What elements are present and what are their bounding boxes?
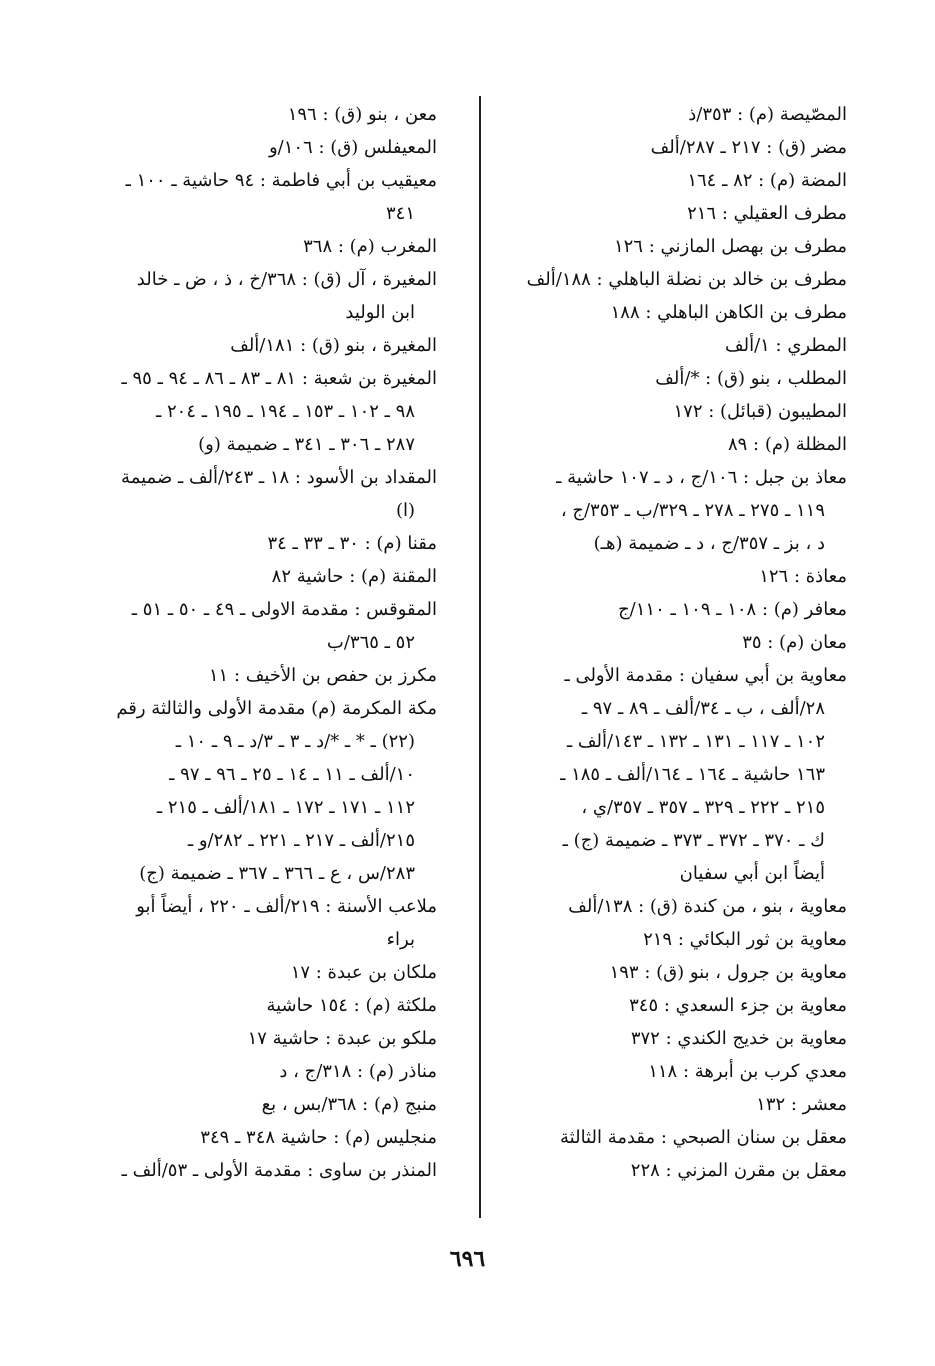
index-entry-continuation: د ، بز ـ ٣٥٧/ج ، د ـ ضميمة (هـ): [593, 533, 825, 554]
index-entry: [99, 1055, 437, 1088]
index-entry: [475, 1055, 847, 1088]
index-entry-text: منجليس (م) : حاشية ٣٤٨ ـ ٣٤٩: [200, 1127, 437, 1148]
index-entry-continuation: (٢٢) ـ * ـ */د ـ ٣ ـ ٣/د ـ ٩ ـ ١٠ ـ: [175, 731, 415, 752]
index-entry: [99, 692, 437, 890]
index-entry-continuation: (ا): [395, 500, 415, 521]
index-entry-continuation: ٣٤١: [385, 203, 415, 224]
index-entry: [99, 560, 437, 593]
index-entry-text: معاوية بن جزء السعدي : ٣٤٥: [629, 995, 847, 1016]
index-entry-text: معاوية بن جرول ، بنو (ق) : ١٩٣: [609, 962, 847, 983]
index-entry: [475, 230, 847, 263]
index-entry: [99, 989, 437, 1022]
index-entry: [99, 956, 437, 989]
index-entry: [99, 98, 437, 131]
index-entry-text: المصّيصة (م) : ٣٥٣/ذ: [688, 104, 847, 125]
index-entry-text: منبج (م) : ٣٦٨/بس ، بع: [261, 1094, 437, 1115]
index-entry-text: معن ، بنو (ق) : ١٩٦: [287, 104, 437, 125]
index-entry: [475, 659, 847, 890]
index-entry: [99, 263, 437, 329]
index-entry-text: المغيرة بن شعبة : ٨١ ـ ٨٣ ـ ٨٦ ـ ٩٤ ـ ٩٥ ـ: [121, 368, 437, 389]
index-entry: [99, 1121, 437, 1154]
index-entry: [475, 626, 847, 659]
index-entry-continuation: ١١٢ ـ ١٧١ ـ ١٧٢ ـ ١٨١/ألف ـ ٢١٥ ـ: [156, 797, 415, 818]
index-entry: [475, 890, 847, 923]
index-entry: [99, 362, 437, 461]
index-entry-text: المنذر بن ساوى : مقدمة الأولى ـ ٥٣/ألف ـ: [121, 1160, 437, 1181]
index-entry-continuation: ١١٩ ـ ٢٧٥ ـ ٢٧٨ ـ ٣٢٩/ب ـ ٣٥٣/ج ،: [560, 500, 825, 521]
index-entry-text: مطرف بن خالد بن نضلة الباهلي : ١٨٨/ألف: [526, 269, 847, 290]
index-entry: [475, 1022, 847, 1055]
index-entry: [475, 560, 847, 593]
index-entry: [475, 296, 847, 329]
index-entry-text: المعيفلس (ق) : ١٠٦/و: [268, 137, 437, 158]
index-entry-continuation: ٢٨/ألف ، ب ـ ٣٤/ألف ـ ٨٩ ـ ٩٧ ـ: [581, 698, 825, 719]
index-entry: [475, 395, 847, 428]
column-divider: [479, 96, 481, 1218]
index-entry: [475, 131, 847, 164]
index-entry: [475, 1154, 847, 1187]
index-entry-continuation: براء: [386, 929, 415, 950]
index-entry-text: مطرف بن بهصل المازني : ١٢٦: [613, 236, 847, 257]
index-entry-text: معاوية بن خديج الكندي : ٣٧٢: [630, 1028, 847, 1049]
index-entry-text: المطري : ١/ألف: [724, 335, 847, 356]
index-entry: [475, 362, 847, 395]
index-entry-text: ملكثة (م) : ١٥٤ حاشية: [266, 995, 437, 1016]
index-entry: [99, 1088, 437, 1121]
index-entry: [99, 230, 437, 263]
index-entry-text: معاوية ، بنو ، من كندة (ق) : ١٣٨/ألف: [568, 896, 847, 917]
index-entry: [99, 461, 437, 527]
index-entry-continuation: ك ـ ٣٧٠ ـ ٣٧٢ ـ ٣٧٣ ـ ضميمة (ج) ـ: [562, 830, 825, 851]
index-entry-text: المظلة (م) : ٨٩: [727, 434, 847, 455]
index-entry-text: ملكان بن عبدة : ١٧: [290, 962, 437, 983]
index-entry-text: معقل بن مقرن المزني : ٢٢٨: [630, 1160, 847, 1181]
index-entry-text: مقنا (م) : ٣٠ ـ ٣٣ ـ ٣٤: [267, 533, 437, 554]
index-entry-continuation: ٢٨٣/س ، ع ـ ٣٦٦ ـ ٣٦٧ ـ ضميمة (ج): [139, 863, 415, 884]
index-entry-text: المقنة (م) : حاشية ٨٢: [271, 566, 437, 587]
index-entry-continuation: ١٠/ألف ـ ١١ ـ ١٤ ـ ٢٥ ـ ٩٦ ـ ٩٧ ـ: [169, 764, 415, 785]
index-entry: [99, 890, 437, 956]
index-entry: [475, 956, 847, 989]
index-entry: [99, 329, 437, 362]
index-entry-continuation: ابن الوليد: [345, 302, 415, 323]
index-entry-continuation: ٢١٥/ألف ـ ٢١٧ ـ ٢٢١ ـ ٢٨٢/و ـ: [187, 830, 415, 851]
index-entry: [475, 428, 847, 461]
index-entry-text: معان (م) : ٣٥: [742, 632, 847, 653]
index-entry-text: المغرب (م) : ٣٦٨: [303, 236, 437, 257]
index-entry-text: مكة المكرمة (م) مقدمة الأولى والثالثة رقم: [116, 698, 437, 719]
index-entry: [99, 131, 437, 164]
index-entry-text: المغيرة ، آل (ق) : ٣٦٨/خ ، ذ ، ض ـ خالد: [136, 269, 437, 290]
index-entry-text: معاذة : ١٢٦: [759, 566, 847, 587]
index-entry-continuation: أيضاً ابن أبي سفيان: [679, 863, 825, 884]
index-entry: [475, 1088, 847, 1121]
index-entry: [475, 98, 847, 131]
index-entry-continuation: ٢١٥ ـ ٢٢٢ ـ ٣٢٩ ـ ٣٥٧ ـ ٣٥٧/ي ،: [581, 797, 825, 818]
index-entry-text: معافر (م) : ١٠٨ ـ ١٠٩ ـ ١١٠/ج: [618, 599, 847, 620]
index-entry-text: ملاعب الأسنة : ٢١٩/ألف ـ ٢٢٠ ، أيضاً أبو: [136, 896, 437, 917]
index-entry-text: معاوية بن أبي سفيان : مقدمة الأولى ـ: [564, 665, 847, 686]
index-entry: [475, 923, 847, 956]
index-entry-text: معيقيب بن أبي فاطمة : ٩٤ حاشية ـ ١٠٠ ـ: [125, 170, 437, 191]
index-entry: [99, 1154, 437, 1187]
index-entry: [99, 1022, 437, 1055]
index-entry: [99, 659, 437, 692]
index-entry-continuation: ٥٢ ـ ٣٦٥/ب: [326, 632, 415, 653]
index-entry-continuation: ١٠٢ ـ ١١٧ ـ ١٣١ ـ ١٣٢ ـ ١٤٣/ألف ـ: [566, 731, 825, 752]
index-entry: [475, 263, 847, 296]
index-entry: [475, 1121, 847, 1154]
index-entry-text: معقل بن سنان الصبحي : مقدمة الثالثة: [560, 1127, 847, 1148]
index-entry: [99, 527, 437, 560]
index-entry-continuation: ٩٨ ـ ١٠٢ ـ ١٥٣ ـ ١٩٤ ـ ١٩٥ ـ ٢٠٤ ـ: [155, 401, 415, 422]
index-entry-text: المطلب ، بنو (ق) : */ألف: [655, 368, 847, 389]
index-column-left: [99, 98, 437, 1187]
index-entry-text: مطرف بن الكاهن الباهلي : ١٨٨: [610, 302, 847, 323]
index-entry: [475, 461, 847, 560]
index-entry-text: مضر (ق) : ٢١٧ ـ ٢٨٧/ألف: [650, 137, 847, 158]
index-entry-text: مكرز بن حفص بن الأخيف : ١١: [208, 665, 437, 686]
index-entry: [99, 164, 437, 230]
index-entry: [475, 329, 847, 362]
index-entry-text: المقداد بن الأسود : ١٨ ـ ٢٤٣/ألف ـ ضميمة: [121, 467, 437, 488]
index-entry-continuation: ١٦٣ حاشية ـ ١٦٤ ـ ١٦٤/ألف ـ ١٨٥ ـ: [560, 764, 825, 785]
page-number: ٦٩٦: [449, 1246, 486, 1272]
index-entry-continuation: ٢٨٧ ـ ٣٠٦ ـ ٣٤١ ـ ضميمة (و): [198, 434, 415, 455]
index-entry-text: المقوقس : مقدمة الاولى ـ ٤٩ ـ ٥٠ ـ ٥١ ـ: [131, 599, 437, 620]
index-entry: [475, 989, 847, 1022]
index-entry-text: معدي كرب بن أبرهة : ١١٨: [648, 1061, 847, 1082]
index-entry: [475, 197, 847, 230]
index-entry-text: معاذ بن جبل : ١٠٦/ج ، د ـ ١٠٧ حاشية ـ: [556, 467, 847, 488]
index-entry: [99, 593, 437, 659]
index-column-right: [475, 98, 847, 1187]
index-entry-text: مطرف العقيلي : ٢١٦: [687, 203, 847, 224]
index-entry-text: ملكو بن عبدة : حاشية ١٧: [247, 1028, 437, 1049]
index-entry-text: المغيرة ، بنو (ق) : ١٨١/ألف: [230, 335, 437, 356]
index-entry-text: المطيبون (قبائل) : ١٧٢: [673, 401, 847, 422]
index-entry: [475, 593, 847, 626]
index-entry-text: معشر : ١٣٢: [756, 1094, 847, 1115]
index-entry: [475, 164, 847, 197]
index-entry-text: مناذر (م) : ٣١٨/ج ، د: [279, 1061, 437, 1082]
index-entry-text: المضة (م) : ٨٢ ـ ١٦٤: [687, 170, 847, 191]
index-entry-text: معاوية بن ثور البكائي : ٢١٩: [643, 929, 847, 950]
